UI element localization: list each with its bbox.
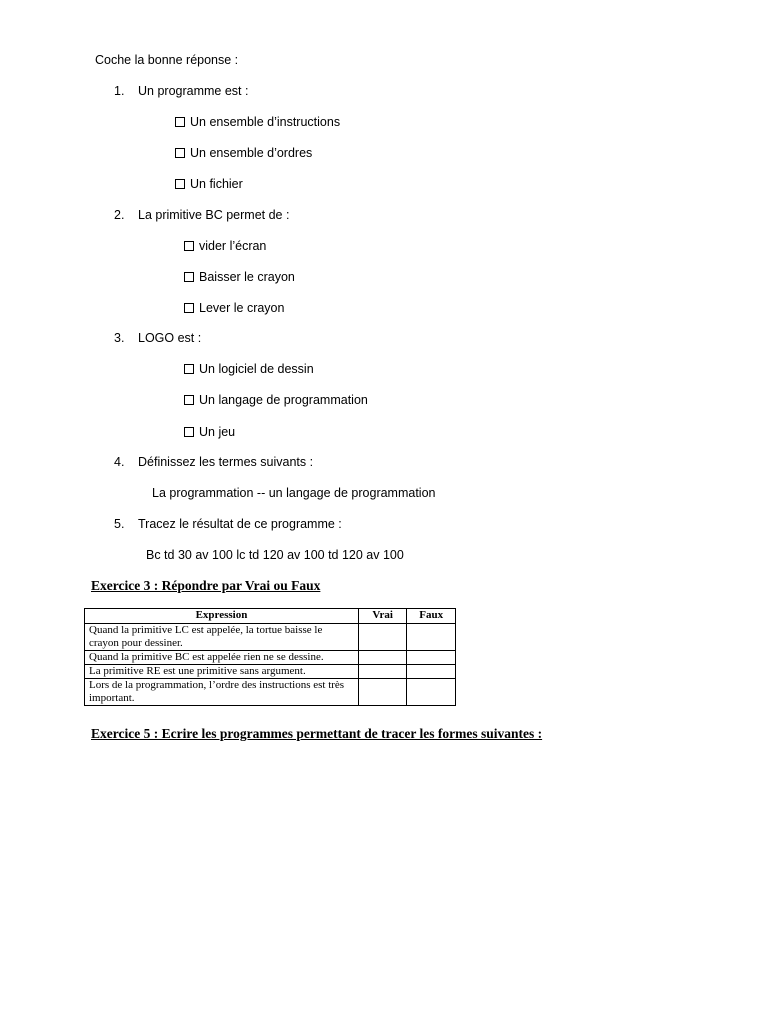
instruction: Coche la bonne réponse : xyxy=(95,53,239,67)
option-q2-a[interactable] xyxy=(184,239,266,253)
question-4-terms: La programmation -- un langage de programmation xyxy=(152,486,436,500)
checkbox[interactable] xyxy=(184,395,194,405)
question-number: 2. xyxy=(114,208,125,222)
checkbox[interactable] xyxy=(175,179,185,189)
true-false-table xyxy=(84,608,456,706)
question-2 xyxy=(114,208,289,222)
faux-cell[interactable] xyxy=(407,665,456,679)
table-row xyxy=(85,665,456,679)
option-label: Un jeu xyxy=(199,425,236,439)
header-faux: Faux xyxy=(407,609,456,624)
question-text: Définissez les termes suivants : xyxy=(138,455,314,469)
faux-cell[interactable] xyxy=(407,679,456,706)
option-q3-b[interactable] xyxy=(184,393,368,407)
vrai-cell[interactable] xyxy=(358,624,407,651)
expression-cell: Lors de la programmation, l’ordre des instructions est très important. xyxy=(85,679,359,706)
option-q1-a[interactable] xyxy=(175,115,340,129)
checkbox[interactable] xyxy=(184,364,194,374)
vrai-cell[interactable] xyxy=(358,679,407,706)
question-number: 5. xyxy=(114,517,125,531)
option-q3-a[interactable] xyxy=(184,362,314,376)
option-label: vider l’écran xyxy=(199,239,267,253)
exercise-5-title: Exercice 5 : Ecrire les programmes permettant de tracer les formes suivantes : xyxy=(91,726,543,741)
question-4 xyxy=(114,455,313,469)
expression-cell: La primitive RE est une primitive sans argument. xyxy=(85,665,359,679)
faux-cell[interactable] xyxy=(407,624,456,651)
question-text: Tracez le résultat de ce programme : xyxy=(138,517,342,531)
question-text: Un programme est : xyxy=(138,84,249,98)
expression-cell: Quand la primitive LC est appelée, la tortue baisse le crayon pour dessiner. xyxy=(85,624,359,651)
question-text: LOGO est : xyxy=(138,331,202,345)
table-header-row xyxy=(85,609,456,624)
question-number: 4. xyxy=(114,455,125,469)
question-1 xyxy=(114,84,248,98)
option-label: Un langage de programmation xyxy=(199,393,368,407)
option-label: Un fichier xyxy=(190,177,243,191)
question-text: La primitive BC permet de : xyxy=(138,208,290,222)
option-label: Baisser le crayon xyxy=(199,270,295,284)
exercise-3-title: Exercice 3 : Répondre par Vrai ou Faux xyxy=(91,578,321,593)
checkbox[interactable] xyxy=(175,148,185,158)
option-label: Lever le crayon xyxy=(199,301,285,315)
table-row xyxy=(85,679,456,706)
option-q2-c[interactable] xyxy=(184,301,284,315)
header-expression: Expression xyxy=(85,609,359,624)
option-label: Un ensemble d’instructions xyxy=(190,115,341,129)
option-q3-c[interactable] xyxy=(184,425,235,439)
checkbox[interactable] xyxy=(184,272,194,282)
faux-cell[interactable] xyxy=(407,651,456,665)
checkbox[interactable] xyxy=(175,117,185,127)
vrai-cell[interactable] xyxy=(358,651,407,665)
question-number: 3. xyxy=(114,331,125,345)
table-row xyxy=(85,651,456,665)
header-vrai: Vrai xyxy=(358,609,407,624)
question-number: 1. xyxy=(114,84,125,98)
expression-cell: Quand la primitive BC est appelée rien ne se dessine. xyxy=(85,651,359,665)
checkbox[interactable] xyxy=(184,303,194,313)
checkbox[interactable] xyxy=(184,241,194,251)
option-label: Un ensemble d’ordres xyxy=(190,146,313,160)
checkbox[interactable] xyxy=(184,427,194,437)
option-q2-b[interactable] xyxy=(184,270,295,284)
table-row xyxy=(85,624,456,651)
option-q1-c[interactable] xyxy=(175,177,243,191)
question-5 xyxy=(114,517,342,531)
option-label: Un logiciel de dessin xyxy=(199,362,314,376)
question-3 xyxy=(114,331,201,345)
option-q1-b[interactable] xyxy=(175,146,312,160)
vrai-cell[interactable] xyxy=(358,665,407,679)
logo-program: Bc td 30 av 100 lc td 120 av 100 td 120 av 100 xyxy=(146,548,404,562)
